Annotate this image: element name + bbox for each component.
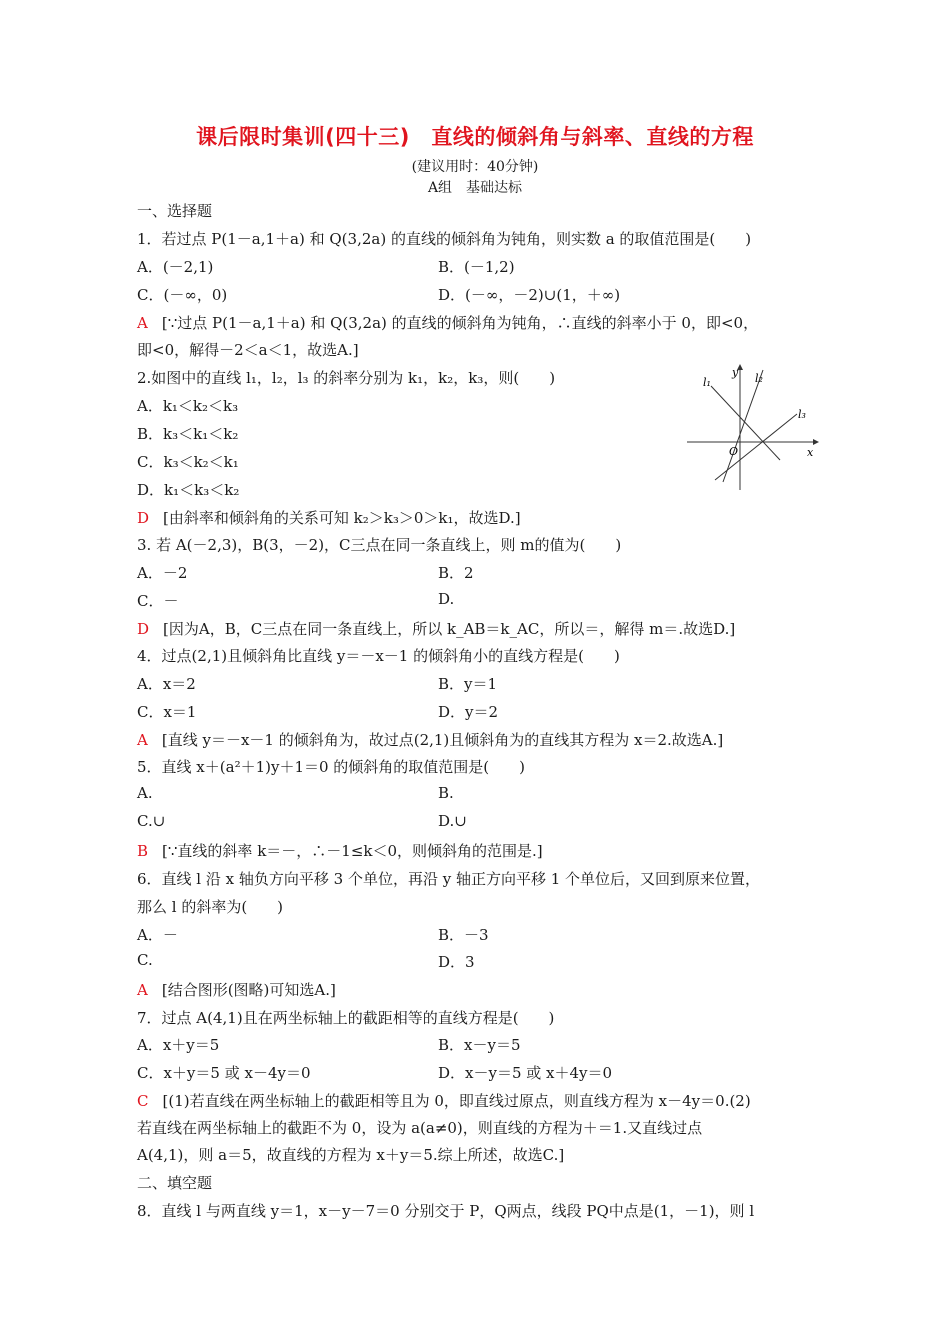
q7-option-b: B．x－y＝5 — [438, 1036, 521, 1054]
x-axis-label: x — [807, 446, 814, 459]
section-heading-choice: 一、选择题 — [137, 202, 213, 220]
q4-stem: 4．过点(2,1)且倾斜角比直线 y＝－x－1 的倾斜角小的直线方程是( ) — [137, 647, 620, 665]
q5-stem: 5．直线 x＋(a²＋1)y＋1＝0 的倾斜角的取值范围是( ) — [137, 758, 526, 776]
l1-label: l₁ — [703, 376, 711, 389]
q6-option-b: B．－3 — [438, 926, 489, 944]
q1-explanation-cont: 即<0，解得－2＜a＜1，故选A.] — [137, 341, 359, 359]
q7-option-c: C．x＋y＝5 或 x－4y＝0 — [137, 1064, 311, 1082]
q2-line-figure — [685, 362, 820, 494]
q6-stem: 6．直线 l 沿 x 轴负方向平移 3 个单位，再沿 y 轴正方向平移 1 个单位后，又回到原来位置， — [137, 870, 761, 888]
q8-stem: 8．直线 l 与两直线 y＝1，x－y－7＝0 分别交于 P，Q两点，线段 PQ中点是(1，－1)，则 l — [137, 1202, 755, 1220]
section-heading-fill: 二、填空题 — [137, 1174, 213, 1192]
q5-option-b: B. — [438, 784, 454, 802]
q4-option-d: D．y＝2 — [438, 703, 499, 721]
q7-explanation: C [(1)若直线在两坐标轴上的截距相等且为 0，即直线过原点，则直线方程为 x－4y＝0.(2) — [137, 1092, 751, 1110]
l3-label: l₃ — [798, 408, 806, 421]
q7-option-d: D．x－y＝5 或 x＋4y＝0 — [438, 1064, 613, 1082]
q3-option-a: A．－2 — [137, 564, 188, 582]
q7-answer: C — [137, 1092, 149, 1110]
q1-explanation: A [∵过点 P(1－a,1＋a) 和 Q(3,2a) 的直线的倾斜角为钝角，∴直线的斜率小于 0，即<0， — [137, 314, 759, 332]
q3-explanation: D [因为A，B，C三点在同一条直线上，所以 k_AB＝k_AC，所以＝，解得 m＝.故选D.] — [137, 620, 736, 638]
suggested-time: (建议用时：40分钟) — [411, 159, 539, 175]
q4-answer: A — [137, 731, 148, 749]
q6-option-c: C. — [137, 951, 153, 969]
line-l3 — [715, 414, 797, 480]
q3-option-b: B．2 — [438, 564, 474, 582]
q7-explanation-cont2: A(4,1)，则 a＝5，故直线的方程为 x＋y＝5.综上所述，故选C.] — [137, 1146, 565, 1164]
q2-option-b: B．k₃＜k₁＜k₂ — [137, 425, 239, 443]
q1-option-a: A．(－2,1) — [137, 258, 214, 276]
q6-answer: A — [137, 981, 148, 999]
q1-option-d: D．(－∞，－2)∪(1，＋∞) — [438, 286, 621, 304]
q3-option-d: D. — [438, 590, 455, 608]
x-axis-arrow — [813, 439, 819, 445]
y-axis-label: y — [732, 366, 739, 379]
q4-option-a: A．x＝2 — [137, 675, 196, 693]
q4-option-b: B．y＝1 — [438, 675, 498, 693]
q2-option-c: C．k₃＜k₂＜k₁ — [137, 453, 239, 471]
q3-answer: D — [137, 620, 150, 638]
line-l2 — [723, 370, 763, 482]
page-title: 课后限时集训(四十三) 直线的倾斜角与斜率、直线的方程 — [196, 125, 754, 149]
q7-option-a: A．x＋y＝5 — [137, 1036, 220, 1054]
q5-option-d: D.∪ — [438, 812, 467, 830]
q2-option-a: A．k₁＜k₂＜k₃ — [137, 397, 239, 415]
q3-stem: 3. 若 A(－2,3)，B(3，－2)，C三点在同一条直线上，则 m的值为( ) — [137, 536, 622, 554]
q5-explanation: B [∵直线的斜率 k＝－，∴－1≤k＜0，则倾斜角的范围是.] — [137, 842, 543, 860]
q3-option-c: C．－ — [137, 592, 179, 610]
q2-option-d: D．k₁＜k₃＜k₂ — [137, 481, 240, 499]
q5-answer: B — [137, 842, 149, 860]
q7-explanation-cont1: 若直线在两坐标轴上的截距不为 0，设为 a(a≠0)，则直线的方程为＋＝1.又直线过点 — [137, 1119, 703, 1137]
q2-answer: D — [137, 509, 150, 527]
q2-stem: 2.如图中的直线 l₁，l₂，l₃ 的斜率分别为 k₁，k₂，k₃，则( ) — [137, 369, 556, 387]
q1-stem: 1．若过点 P(1－a,1＋a) 和 Q(3,2a) 的直线的倾斜角为钝角，则实数 a 的取值范围是( ) — [137, 230, 752, 248]
q7-stem: 7．过点 A(4,1)且在两坐标轴上的截距相等的直线方程是( ) — [137, 1009, 555, 1027]
q4-option-c: C．x＝1 — [137, 703, 197, 721]
origin-label: O — [729, 445, 739, 458]
q5-option-c: C.∪ — [137, 812, 166, 830]
q6-option-d: D．3 — [438, 953, 475, 971]
q2-explanation: D [由斜率和倾斜角的关系可知 k₂＞k₃＞0＞k₁，故选D.] — [137, 509, 521, 527]
line-l1 — [711, 386, 780, 460]
q1-option-b: B．(－1,2) — [438, 258, 515, 276]
q6-stem-cont: 那么 l 的斜率为( ) — [137, 898, 284, 916]
q5-option-a: A. — [137, 784, 153, 802]
q6-explanation: A [结合图形(图略)可知选A.] — [137, 981, 336, 999]
q1-option-c: C．(－∞，0) — [137, 286, 228, 304]
q6-option-a: A．－ — [137, 926, 178, 944]
l2-label: l₂ — [755, 372, 763, 385]
q4-explanation: A [直线 y＝－x－1 的倾斜角为，故过点(2,1)且倾斜角为的直线其方程为 x＝2.故选A.] — [137, 731, 724, 749]
q1-answer: A — [137, 314, 148, 332]
group-heading: A组 基础达标 — [427, 180, 523, 196]
